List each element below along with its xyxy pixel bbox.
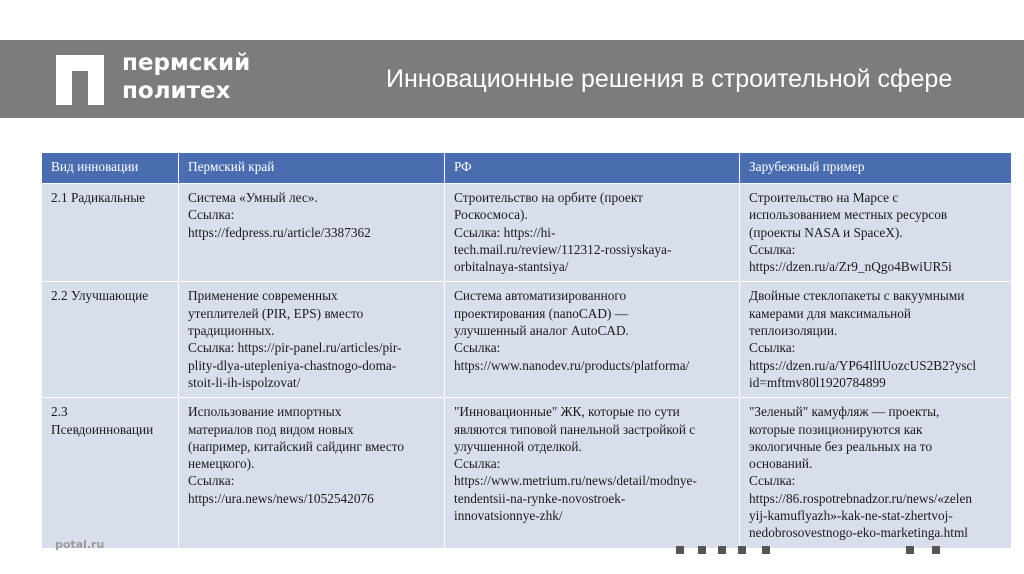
- cell-line: улучшенной отделкой.: [454, 438, 582, 454]
- column-header-perm: Пермский край: [179, 153, 445, 184]
- cell-line: теплоизоляции.: [749, 323, 838, 339]
- page-title: Инновационные решения в строительной сфере: [386, 65, 953, 93]
- column-header-foreign: Зарубежный пример: [740, 153, 1012, 184]
- cell-line: экологичные без реальных на то: [749, 438, 933, 454]
- cell-line: Строительство на Марсе с: [749, 190, 899, 205]
- cell-line: Ссылка: https://pir-panel.ru/articles/pir-: [188, 340, 402, 356]
- logo-icon: [56, 55, 104, 105]
- cell-line: Роскосмоса).: [454, 207, 528, 223]
- table-row: [42, 184, 1012, 282]
- table-cell-rf: [445, 398, 740, 548]
- table-cell-type: 2.3 Псевдоинновации: [42, 398, 179, 548]
- cell-line: yij-kamuflyazh»-kak-ne-stat-zhertvoj-: [749, 508, 953, 524]
- cell-line: Применение современных: [188, 288, 338, 304]
- logo-line-1: пермский: [122, 50, 251, 76]
- column-header-type: Вид инновации: [42, 153, 179, 184]
- logo-line-2: политех: [122, 78, 231, 104]
- table-cell-foreign: [740, 398, 1012, 548]
- table-row: [42, 282, 1012, 398]
- table-cell-perm: [179, 184, 445, 282]
- cell-line: Ссылка:: [749, 473, 796, 489]
- cell-line: plity-dlya-utepleniya-chastnogo-doma-: [188, 357, 397, 373]
- cell-line: id=mftmv80l1920784899: [749, 374, 886, 390]
- cell-line: Ссылка:: [454, 340, 501, 356]
- cell-line: https://www.nanodev.ru/products/platforma/: [454, 357, 690, 373]
- cell-line: tech.mail.ru/review/112312-rossiyskaya-: [454, 241, 672, 257]
- cell-line: оснований.: [749, 456, 813, 472]
- cell-line: Использование импортных: [188, 404, 342, 420]
- cell-line: https://dzen.ru/a/YP64IlIUozcUS2B2?yscl: [749, 357, 977, 373]
- table-cell-rf: [445, 184, 740, 282]
- cell-line: Ссылка:: [454, 456, 501, 472]
- cell-line: материалов под видом новых: [188, 421, 354, 437]
- column-header-rf: РФ: [445, 153, 740, 184]
- cell-line: "Инновационные" ЖК, которые по сути: [454, 404, 680, 420]
- cell-line: Ссылка:: [188, 207, 235, 223]
- cell-line: Ссылка:: [188, 473, 235, 489]
- cell-line: проектирования (nanoCAD) —: [454, 305, 629, 321]
- cell-line: использованием местных ресурсов: [749, 207, 948, 223]
- cell-line: https://www.metrium.ru/news/detail/modnye-: [454, 473, 697, 489]
- cell-line: немецкого).: [188, 456, 255, 472]
- table-header-row: [42, 153, 1012, 184]
- table-cell-type: 2.2 Улучшающие: [42, 282, 179, 398]
- table-cell-foreign: [740, 184, 1012, 282]
- table-row: [42, 398, 1012, 548]
- cell-line: традиционных.: [188, 323, 275, 339]
- cell-line: stoit-li-ih-ispolzovat/: [188, 374, 301, 390]
- footer-site: potal.ru: [55, 538, 105, 551]
- cell-line: orbitalnaya-stantsiya/: [454, 259, 569, 275]
- cell-line: которые позиционируются как: [749, 421, 923, 437]
- cell-line: nedobrosovestnogo-eko-marketinga.html: [749, 525, 968, 541]
- cell-line: https://fedpress.ru/article/3387362: [188, 224, 371, 240]
- table-cell-perm: [179, 398, 445, 548]
- cell-line: https://ura.news/news/1052542076: [188, 490, 374, 506]
- cell-line: Ссылка: https://hi-: [454, 224, 556, 240]
- cell-line: (проекты NASA и SpaceX).: [749, 224, 903, 240]
- cell-line: "Зеленый" камуфляж — проекты,: [749, 404, 940, 420]
- cell-line: tendentsii-na-rynke-novostroek-: [454, 490, 626, 506]
- cell-line: улучшенный аналог AutoCAD.: [454, 323, 629, 339]
- table-cell-foreign: [740, 282, 1012, 398]
- table-cell-perm: [179, 282, 445, 398]
- cell-line: камерами для максимальной: [749, 305, 912, 321]
- header-bar: [0, 40, 1024, 118]
- logo-text: [122, 49, 250, 105]
- cell-line: (например, китайский сайдинг вместо: [188, 438, 404, 454]
- cell-line: утеплителей (PIR, EPS) вместо: [188, 305, 364, 321]
- cell-line: Система «Умный лес».: [188, 190, 318, 205]
- cell-line: innovatsionnye-zhk/: [454, 508, 563, 524]
- cell-line: Строительство на орбите (проект: [454, 190, 643, 205]
- cell-line: Ссылка:: [749, 241, 796, 257]
- innovation-table: [41, 152, 1012, 549]
- cell-line: Двойные стеклопакеты с вакуумными: [749, 288, 965, 304]
- cell-line: Ссылка:: [749, 340, 796, 356]
- table-cell-type: 2.1 Радикальные: [42, 184, 179, 282]
- table-cell-rf: [445, 282, 740, 398]
- cell-line: являются типовой панельной застройкой с: [454, 421, 696, 437]
- cell-line: https://dzen.ru/a/Zr9_nQgo4BwiUR5i: [749, 259, 952, 275]
- cell-line: https://86.rospotrebnadzor.ru/news/«zelen: [749, 490, 973, 506]
- cell-line: Система автоматизированного: [454, 288, 627, 304]
